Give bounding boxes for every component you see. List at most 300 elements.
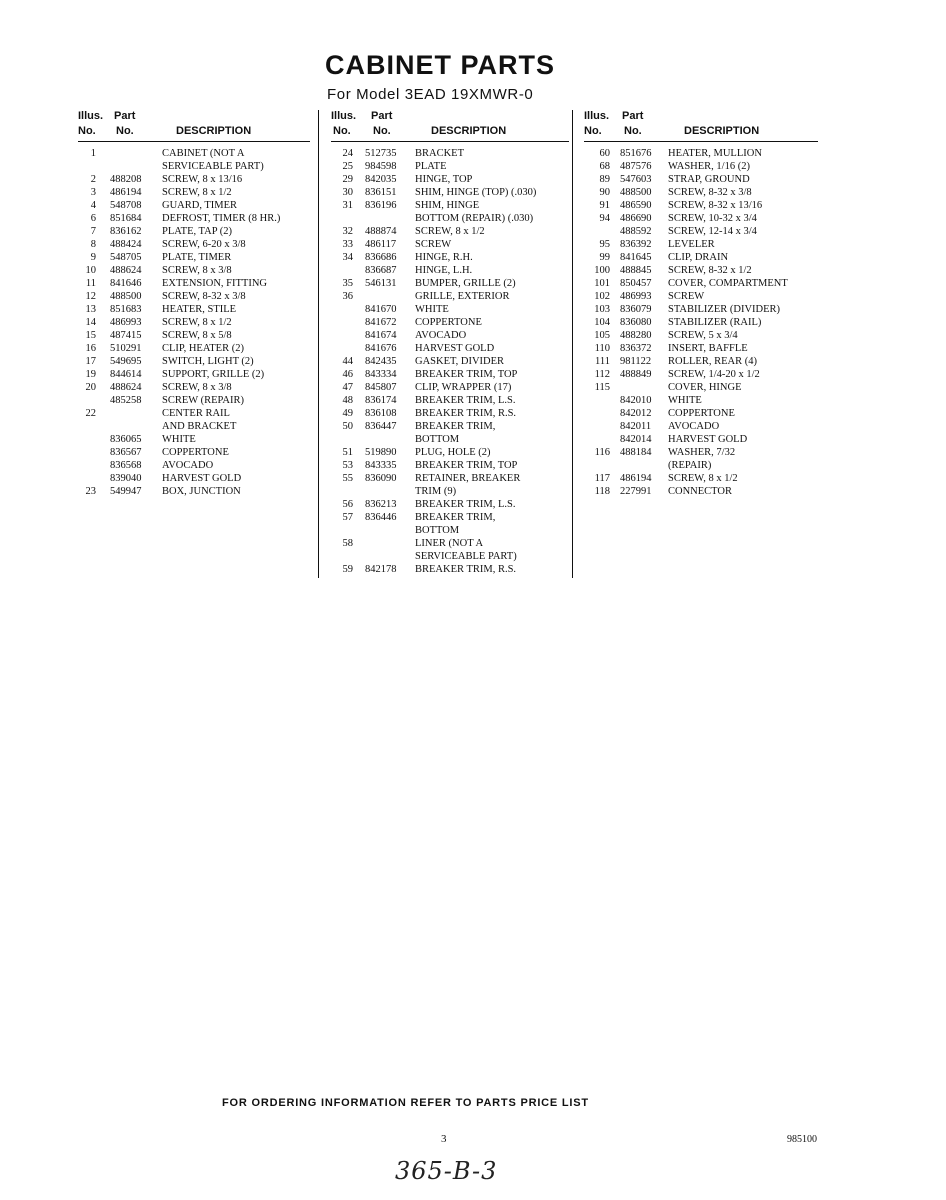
part-description: CONNECTOR — [668, 486, 732, 497]
part-description: COVER, HINGE — [668, 382, 742, 393]
parts-rows — [584, 147, 818, 498]
part-row — [331, 251, 569, 264]
part-number: 486993 — [110, 317, 142, 328]
part-description: AVOCADO — [415, 330, 467, 341]
description-header: DESCRIPTION — [431, 125, 507, 137]
illus-number: 90 — [599, 187, 610, 198]
part-row — [331, 173, 569, 186]
part-description: LINER (NOT A — [415, 538, 484, 549]
part-row — [584, 303, 818, 316]
illus-number: 68 — [599, 161, 610, 172]
part-description: EXTENSION, FITTING — [162, 278, 267, 289]
part-no-header: No. — [373, 125, 391, 137]
part-row — [78, 342, 310, 355]
part-row — [331, 459, 569, 472]
part-description: HINGE, TOP — [415, 174, 473, 185]
part-number: 836162 — [110, 226, 142, 237]
part-description: SERVICEABLE PART) — [162, 161, 264, 172]
parts-rows — [331, 147, 569, 576]
part-number: 488424 — [110, 239, 142, 250]
part-description: AND BRACKET — [162, 421, 237, 432]
part-row — [584, 199, 818, 212]
part-row — [331, 355, 569, 368]
part-description: SCREW, 8 x 5/8 — [162, 330, 232, 341]
part-description: SCREW, 8 x 13/16 — [162, 174, 243, 185]
part-number: 486590 — [620, 200, 652, 211]
part-row — [331, 160, 569, 173]
part-number: 485258 — [110, 395, 142, 406]
part-number: 842014 — [620, 434, 652, 445]
illus-number: 35 — [342, 278, 353, 289]
part-number: 488500 — [620, 187, 652, 198]
part-number: 836196 — [365, 200, 397, 211]
part-number: 836090 — [365, 473, 397, 484]
illus-number: 104 — [594, 317, 610, 328]
part-number: 512735 — [365, 148, 397, 159]
illus-number: 100 — [594, 265, 610, 276]
part-row — [331, 381, 569, 394]
part-number: 984598 — [365, 161, 397, 172]
part-row — [331, 524, 569, 537]
page-number: 3 — [441, 1133, 447, 1145]
part-description: COPPERTONE — [668, 408, 735, 419]
part-row — [331, 368, 569, 381]
column-divider — [572, 110, 573, 578]
illus-number: 91 — [599, 200, 610, 211]
part-row — [331, 342, 569, 355]
part-description: SCREW, 8 x 3/8 — [162, 265, 232, 276]
illus-number: 56 — [342, 499, 353, 510]
part-description: SCREW, 10-32 x 3/4 — [668, 213, 757, 224]
part-row — [78, 251, 310, 264]
part-description: PLATE, TIMER — [162, 252, 232, 263]
part-row — [584, 433, 818, 446]
illus-no-header: No. — [333, 125, 351, 137]
part-number: 836151 — [365, 187, 397, 198]
part-description: CENTER RAIL — [162, 408, 230, 419]
part-number: 488849 — [620, 369, 652, 380]
illus-number: 99 — [599, 252, 610, 263]
part-description: SCREW, 8 x 1/2 — [162, 187, 232, 198]
part-description: COVER, COMPARTMENT — [668, 278, 788, 289]
part-no-header: No. — [116, 125, 134, 137]
part-description: SCREW, 12-14 x 3/4 — [668, 226, 757, 237]
part-description: SERVICEABLE PART) — [415, 551, 517, 562]
part-row — [584, 459, 818, 472]
illus-header: Illus. — [584, 110, 610, 122]
part-row — [584, 407, 818, 420]
illus-number: 51 — [342, 447, 353, 458]
part-description: PLUG, HOLE (2) — [415, 447, 491, 458]
part-description: BREAKER TRIM, L.S. — [415, 395, 516, 406]
part-row — [78, 225, 310, 238]
illus-number: 32 — [342, 226, 353, 237]
part-description: BOTTOM — [415, 434, 460, 445]
illus-number: 89 — [599, 174, 610, 185]
part-description: SCREW, 1/4-20 x 1/2 — [668, 369, 760, 380]
part-description: SCREW, 8 x 1/2 — [415, 226, 485, 237]
part-description: BREAKER TRIM, R.S. — [415, 408, 517, 419]
part-number: 486993 — [620, 291, 652, 302]
part-description: (REPAIR) — [668, 460, 712, 471]
illus-number: 19 — [85, 369, 96, 380]
part-description: BREAKER TRIM, TOP — [415, 369, 518, 380]
part-row — [331, 563, 569, 576]
part-number: 488592 — [620, 226, 652, 237]
part-row — [584, 355, 818, 368]
illus-number: 23 — [85, 486, 96, 497]
part-description: SCREW, 8 x 1/2 — [668, 473, 738, 484]
illus-number: 95 — [599, 239, 610, 250]
part-row — [331, 225, 569, 238]
illus-number: 7 — [90, 226, 96, 237]
illus-number: 60 — [599, 148, 610, 159]
ordering-footer: FOR ORDERING INFORMATION REFER TO PARTS PRICE LIST — [222, 1097, 589, 1109]
part-number: 844614 — [110, 369, 142, 380]
illus-number: 59 — [342, 564, 353, 575]
part-description: BREAKER TRIM, — [415, 421, 496, 432]
part-row — [78, 485, 310, 498]
part-row — [331, 420, 569, 433]
description-header: DESCRIPTION — [684, 125, 760, 137]
part-description: COPPERTONE — [162, 447, 229, 458]
illus-number: 105 — [594, 330, 610, 341]
column-header — [78, 110, 310, 142]
part-row — [78, 264, 310, 277]
illus-number: 4 — [90, 200, 96, 211]
illus-number: 14 — [85, 317, 96, 328]
part-no-header: No. — [624, 125, 642, 137]
part-row — [78, 303, 310, 316]
illus-number: 33 — [342, 239, 353, 250]
parts-rows — [78, 147, 310, 498]
illus-number: 29 — [342, 174, 353, 185]
part-description: AVOCADO — [668, 421, 720, 432]
part-description: SHIM, HINGE — [415, 200, 480, 211]
part-number: 487576 — [620, 161, 652, 172]
part-description: SCREW, 8-32 x 13/16 — [668, 200, 763, 211]
part-row — [584, 394, 818, 407]
part-number: 486194 — [110, 187, 142, 198]
part-number: 850457 — [620, 278, 652, 289]
illus-number: 22 — [85, 408, 96, 419]
part-number: 841670 — [365, 304, 397, 315]
illus-number: 31 — [342, 200, 353, 211]
part-row — [78, 472, 310, 485]
part-row — [331, 264, 569, 277]
part-row — [331, 186, 569, 199]
part-row — [584, 212, 818, 225]
part-description: SCREW, 8 x 3/8 — [162, 382, 232, 393]
part-description: INSERT, BAFFLE — [668, 343, 748, 354]
part-row — [584, 485, 818, 498]
part-row — [331, 472, 569, 485]
part-number: 488845 — [620, 265, 652, 276]
parts-column-3 — [584, 110, 818, 498]
part-number: 841674 — [365, 330, 397, 341]
illus-number: 36 — [342, 291, 353, 302]
part-row — [584, 147, 818, 160]
part-number: 836372 — [620, 343, 652, 354]
part-row — [584, 173, 818, 186]
illus-number: 117 — [594, 473, 610, 484]
part-row — [331, 485, 569, 498]
column-header — [331, 110, 569, 142]
part-row — [584, 251, 818, 264]
part-number: 488874 — [365, 226, 397, 237]
illus-number: 112 — [594, 369, 610, 380]
part-row — [78, 316, 310, 329]
parts-column-2 — [331, 110, 569, 576]
part-row — [584, 446, 818, 459]
part-header: Part — [371, 110, 393, 122]
part-description: SCREW — [668, 291, 705, 302]
part-row — [584, 381, 818, 394]
illus-number: 3 — [90, 187, 96, 198]
part-description: STABILIZER (RAIL) — [668, 317, 762, 328]
illus-number: 116 — [594, 447, 610, 458]
part-row — [331, 212, 569, 225]
part-description: HEATER, STILE — [162, 304, 237, 315]
illus-number: 102 — [594, 291, 610, 302]
part-description: AVOCADO — [162, 460, 214, 471]
part-number: 510291 — [110, 343, 142, 354]
part-description: COPPERTONE — [415, 317, 482, 328]
column-header — [584, 110, 818, 142]
part-number: 836568 — [110, 460, 142, 471]
part-number: 845807 — [365, 382, 397, 393]
part-description: BOX, JUNCTION — [162, 486, 241, 497]
part-description: HEATER, MULLION — [668, 148, 762, 159]
part-row — [78, 368, 310, 381]
part-description: WASHER, 7/32 — [668, 447, 736, 458]
illus-number: 24 — [342, 148, 353, 159]
part-description: STRAP, GROUND — [668, 174, 750, 185]
part-number: 487415 — [110, 330, 142, 341]
part-description: HINGE, R.H. — [415, 252, 473, 263]
part-number: 841672 — [365, 317, 397, 328]
part-description: DEFROST, TIMER (8 HR.) — [162, 213, 281, 224]
part-row — [78, 173, 310, 186]
part-description: SCREW, 8-32 x 1/2 — [668, 265, 752, 276]
part-number: 836108 — [365, 408, 397, 419]
part-row — [331, 316, 569, 329]
part-row — [331, 329, 569, 342]
illus-number: 10 — [85, 265, 96, 276]
part-description: SCREW, 6-20 x 3/8 — [162, 239, 246, 250]
part-row — [584, 225, 818, 238]
part-description: GRILLE, EXTERIOR — [415, 291, 510, 302]
part-number: 851676 — [620, 148, 652, 159]
part-row — [78, 394, 310, 407]
illus-number: 8 — [90, 239, 96, 250]
part-row — [331, 446, 569, 459]
part-row — [78, 147, 310, 160]
part-row — [331, 394, 569, 407]
part-description: SWITCH, LIGHT (2) — [162, 356, 254, 367]
part-number: 488624 — [110, 382, 142, 393]
header-rule — [584, 141, 818, 142]
part-row — [78, 459, 310, 472]
part-description: BREAKER TRIM, — [415, 512, 496, 523]
part-row — [584, 316, 818, 329]
part-description: CLIP, HEATER (2) — [162, 343, 244, 354]
part-row — [584, 368, 818, 381]
part-row — [584, 290, 818, 303]
part-row — [331, 550, 569, 563]
description-header: DESCRIPTION — [176, 125, 252, 137]
header-rule — [78, 141, 310, 142]
part-number: 488208 — [110, 174, 142, 185]
part-row — [78, 420, 310, 433]
part-row — [78, 290, 310, 303]
part-number: 851684 — [110, 213, 142, 224]
part-description: BOTTOM (REPAIR) (.030) — [415, 213, 534, 224]
part-number: 842011 — [620, 421, 652, 432]
part-number: 842012 — [620, 408, 652, 419]
part-description: SCREW (REPAIR) — [162, 395, 244, 406]
part-description: HARVEST GOLD — [668, 434, 748, 445]
illus-number: 9 — [90, 252, 96, 263]
part-row — [331, 199, 569, 212]
part-description: BRACKET — [415, 148, 465, 159]
part-description: BREAKER TRIM, L.S. — [415, 499, 516, 510]
part-row — [331, 511, 569, 524]
part-number: 488624 — [110, 265, 142, 276]
part-number: 841646 — [110, 278, 142, 289]
part-number: 488500 — [110, 291, 142, 302]
part-description: SUPPORT, GRILLE (2) — [162, 369, 265, 380]
part-row — [78, 381, 310, 394]
part-number: 841676 — [365, 343, 397, 354]
part-description: SCREW, 8 x 1/2 — [162, 317, 232, 328]
part-description: CLIP, WRAPPER (17) — [415, 382, 512, 393]
handwritten-note: 365-B-3 — [395, 1157, 498, 1185]
part-row — [331, 303, 569, 316]
part-number: 836079 — [620, 304, 652, 315]
part-row — [78, 329, 310, 342]
part-number: 836065 — [110, 434, 142, 445]
illus-number: 17 — [85, 356, 96, 367]
part-row — [331, 537, 569, 550]
part-description: RETAINER, BREAKER — [415, 473, 521, 484]
illus-number: 118 — [594, 486, 610, 497]
part-description: WASHER, 1/16 (2) — [668, 161, 750, 172]
part-description: GUARD, TIMER — [162, 200, 238, 211]
part-row — [331, 147, 569, 160]
part-number: 851683 — [110, 304, 142, 315]
part-description: WHITE — [415, 304, 449, 315]
part-row — [78, 212, 310, 225]
illus-number: 58 — [342, 538, 353, 549]
part-row — [584, 238, 818, 251]
illus-number: 110 — [594, 343, 610, 354]
part-number: 836213 — [365, 499, 397, 510]
illus-header: Illus. — [78, 110, 104, 122]
illus-number: 115 — [594, 382, 610, 393]
part-number: 486690 — [620, 213, 652, 224]
part-description: BOTTOM — [415, 525, 460, 536]
part-number: 488280 — [620, 330, 652, 341]
header-rule — [331, 141, 569, 142]
part-number: 836392 — [620, 239, 652, 250]
part-number: 836687 — [365, 265, 397, 276]
part-row — [78, 446, 310, 459]
part-row — [78, 238, 310, 251]
illus-header: Illus. — [331, 110, 357, 122]
part-number: 227991 — [620, 486, 652, 497]
part-number: 836080 — [620, 317, 652, 328]
part-number: 486194 — [620, 473, 652, 484]
part-number: 842178 — [365, 564, 397, 575]
illus-number: 16 — [85, 343, 96, 354]
part-description: HARVEST GOLD — [162, 473, 242, 484]
part-row — [78, 407, 310, 420]
illus-number: 103 — [594, 304, 610, 315]
part-row — [331, 238, 569, 251]
illus-number: 48 — [342, 395, 353, 406]
illus-number: 30 — [342, 187, 353, 198]
part-row — [584, 186, 818, 199]
illus-no-header: No. — [78, 125, 96, 137]
illus-number: 6 — [90, 213, 96, 224]
part-number: 843334 — [365, 369, 397, 380]
part-number: 547603 — [620, 174, 652, 185]
illus-number: 50 — [342, 421, 353, 432]
part-row — [78, 160, 310, 173]
illus-number: 20 — [85, 382, 96, 393]
part-number: 836447 — [365, 421, 397, 432]
part-description: GASKET, DIVIDER — [415, 356, 505, 367]
illus-number: 1 — [90, 148, 96, 159]
illus-number: 12 — [85, 291, 96, 302]
part-number: 549695 — [110, 356, 142, 367]
part-header: Part — [622, 110, 644, 122]
part-description: SCREW — [415, 239, 452, 250]
part-description: TRIM (9) — [415, 486, 457, 497]
illus-number: 111 — [595, 356, 610, 367]
part-header: Part — [114, 110, 136, 122]
part-description: SCREW, 5 x 3/4 — [668, 330, 738, 341]
column-divider — [318, 110, 319, 578]
part-description: WHITE — [668, 395, 702, 406]
part-row — [584, 420, 818, 433]
part-row — [78, 355, 310, 368]
part-description: HINGE, L.H. — [415, 265, 473, 276]
part-description: LEVELER — [668, 239, 715, 250]
part-description: BREAKER TRIM, R.S. — [415, 564, 517, 575]
illus-number: 25 — [342, 161, 353, 172]
part-description: SCREW, 8-32 x 3/8 — [162, 291, 246, 302]
illus-number: 57 — [342, 512, 353, 523]
part-number: 842035 — [365, 174, 397, 185]
part-number: 981122 — [620, 356, 652, 367]
part-row — [584, 329, 818, 342]
illus-number: 94 — [599, 213, 610, 224]
part-number: 488184 — [620, 447, 652, 458]
illus-number: 55 — [342, 473, 353, 484]
illus-number: 101 — [594, 278, 610, 289]
part-number: 546131 — [365, 278, 397, 289]
part-row — [584, 277, 818, 290]
part-number: 841645 — [620, 252, 652, 263]
part-row — [584, 264, 818, 277]
part-row — [78, 186, 310, 199]
illus-number: 44 — [342, 356, 353, 367]
part-number: 548708 — [110, 200, 142, 211]
part-row — [331, 498, 569, 511]
part-row — [331, 433, 569, 446]
